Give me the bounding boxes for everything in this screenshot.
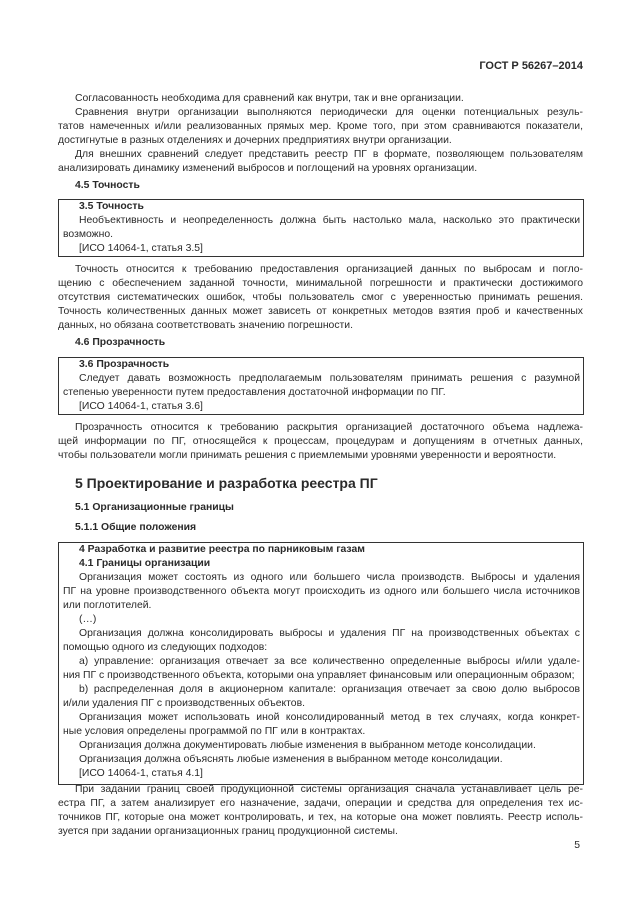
text-line: Организация может использовать иной консолидированный метод в тех случаях, когда конкрет- bbox=[79, 712, 580, 723]
text-line: Сравнения внутри организации выполняются периодически для оценки потенциальных резуль- bbox=[75, 107, 583, 118]
text-line: Согласованность необходима для сравнений как внутри, так и вне организации. bbox=[75, 93, 464, 104]
quote-title: 3.6 Прозрачность bbox=[79, 359, 170, 370]
section-heading-4-5: 4.5 Точность bbox=[75, 180, 140, 191]
text-line: точников ПГ, которые она может контролировать, и тех, на которые она может повлиять. Реестр исполь- bbox=[58, 812, 583, 823]
document-code: ГОСТ Р 56267–2014 bbox=[479, 60, 583, 72]
text-line: татов намеченных и/или реализованных прямых мер. Кроме того, при этом сравниваются показатели, bbox=[58, 121, 583, 132]
text-line: Организация должна консолидировать выбросы и удаления ПГ на производственных объектах с bbox=[79, 628, 580, 639]
text-line: Прозрачность относится к требованию раскрытия организацией достаточного объема надлежа- bbox=[75, 422, 583, 433]
text-line: (…) bbox=[79, 614, 97, 625]
quote-reference: [ИСО 14064-1, статья 3.5] bbox=[79, 243, 203, 254]
quote-text bbox=[63, 214, 580, 242]
text-line: возможно. bbox=[63, 229, 113, 240]
text-line: отсутствия систематических ошибок, чтобы пользователь смог с уверенностью принимать решения. bbox=[58, 292, 583, 303]
text-line: чтобы пользователи могли принимать решения с приемлемыми уровнями уверенности и вероятности. bbox=[58, 450, 557, 461]
paragraph bbox=[58, 106, 583, 148]
text-line: щению с обеспечением заданной точности, минимальной погрешности и практически достижимого bbox=[58, 278, 583, 289]
quote-box-3-5 bbox=[58, 199, 584, 257]
text-line: ные условия определены программой по ПГ или в контрактах. bbox=[63, 726, 366, 737]
text-line: анализировать динамику изменений выбросов и поглощений на уровнях организации. bbox=[58, 163, 478, 174]
text-line: Для внешних сравнений следует представить реестр ПГ в формате, позволяющем пользователям bbox=[75, 149, 583, 160]
section-heading-5-1: 5.1 Организационные границы bbox=[75, 502, 234, 513]
paragraph bbox=[58, 148, 583, 176]
text-line: степенью уверенности путем предоставления достаточной информации по ПГ. bbox=[63, 387, 446, 398]
quote-paragraph bbox=[63, 753, 580, 767]
text-line: b) распределенная доля в акционерном капитале: организация отвечает за свою долю выбросов bbox=[79, 684, 580, 695]
paragraph bbox=[58, 92, 583, 106]
text-line: помощью одного из следующих подходов: bbox=[63, 642, 268, 653]
text-line: зуется при задании организационных границ продукционной системы. bbox=[58, 826, 398, 837]
text-line: щей информации по ПГ, относящейся к процессам, процедурам и допущениям в отчетных данных, bbox=[58, 436, 583, 447]
text-line: ния ПГ с производственного объекта, которыми она управляет финансовым или операционным образом; bbox=[63, 670, 575, 681]
text-line: Следует давать возможность предполагаемым пользователям принимать решения с разумной bbox=[79, 373, 580, 384]
quote-text bbox=[63, 372, 580, 400]
text-line: Организация должна объяснять любые изменения в выбранном методе консолидации. bbox=[79, 754, 503, 765]
text-line: ПГ на уровне производственного объекта могут происходить из одного или большего числа источников bbox=[63, 586, 580, 597]
quote-paragraph bbox=[63, 739, 580, 753]
chapter-heading-5: 5 Проектирование и разработка реестра ПГ bbox=[75, 475, 378, 491]
quote-box-4-1 bbox=[58, 542, 584, 785]
section-heading-5-1-1: 5.1.1 Общие положения bbox=[75, 522, 197, 533]
text-line: или поглотителей. bbox=[63, 600, 152, 611]
text-line: При задании границ своей продукционной системы организация сначала устанавливает цель ре- bbox=[75, 784, 583, 795]
quote-paragraph bbox=[63, 711, 580, 739]
text-line: достигнутые в разных отделениях и дочерних предприятиях внутри организации. bbox=[58, 135, 452, 146]
quote-text bbox=[63, 571, 580, 767]
section-heading-4-6: 4.6 Прозрачность bbox=[75, 337, 166, 348]
paragraph bbox=[58, 263, 583, 333]
text-line: Организация должна документировать любые изменения в выбранном методе консолидации. bbox=[79, 740, 536, 751]
text-line: Точность относится к требованию предоставления организацией данных по выбросам и погло- bbox=[75, 264, 583, 275]
quote-reference: [ИСО 14064-1, статья 4.1] bbox=[79, 768, 203, 779]
quote-subtitle: 4.1 Границы организации bbox=[79, 558, 211, 569]
paragraph bbox=[58, 421, 583, 463]
text-line: Необъективность и неопределенность должна быть настолько мала, насколько это практически bbox=[79, 215, 580, 226]
quote-paragraph bbox=[63, 627, 580, 655]
quote-paragraph bbox=[63, 613, 580, 627]
text-line: a) управление: организация отвечает за все количественно определенные выбросы и/или удале- bbox=[79, 656, 580, 667]
text-line: Организация может состоять из одного или большего числа производств. Выбросы и удаления bbox=[79, 572, 580, 583]
page-number: 5 bbox=[574, 840, 580, 851]
quote-box-3-6 bbox=[58, 357, 584, 415]
text-line: и/или удаления ПГ с производственных объектов. bbox=[63, 698, 305, 709]
text-line: естра ПГ, а затем анализирует его назначение, задачи, операции и средства для определения тех ис- bbox=[58, 798, 583, 809]
quote-title: 3.5 Точность bbox=[79, 201, 144, 212]
quote-reference: [ИСО 14064-1, статья 3.6] bbox=[79, 401, 203, 412]
quote-paragraph bbox=[63, 655, 580, 683]
paragraph bbox=[58, 783, 583, 839]
text-line: данных, но обязана соответствовать значению погрешности. bbox=[58, 320, 353, 331]
text-line: Точность количественных данных может зависеть от конкретных методов взятия проб и качественных bbox=[58, 306, 583, 317]
quote-paragraph bbox=[63, 683, 580, 711]
quote-title: 4 Разработка и развитие реестра по парниковым газам bbox=[79, 544, 365, 555]
quote-paragraph bbox=[63, 571, 580, 613]
